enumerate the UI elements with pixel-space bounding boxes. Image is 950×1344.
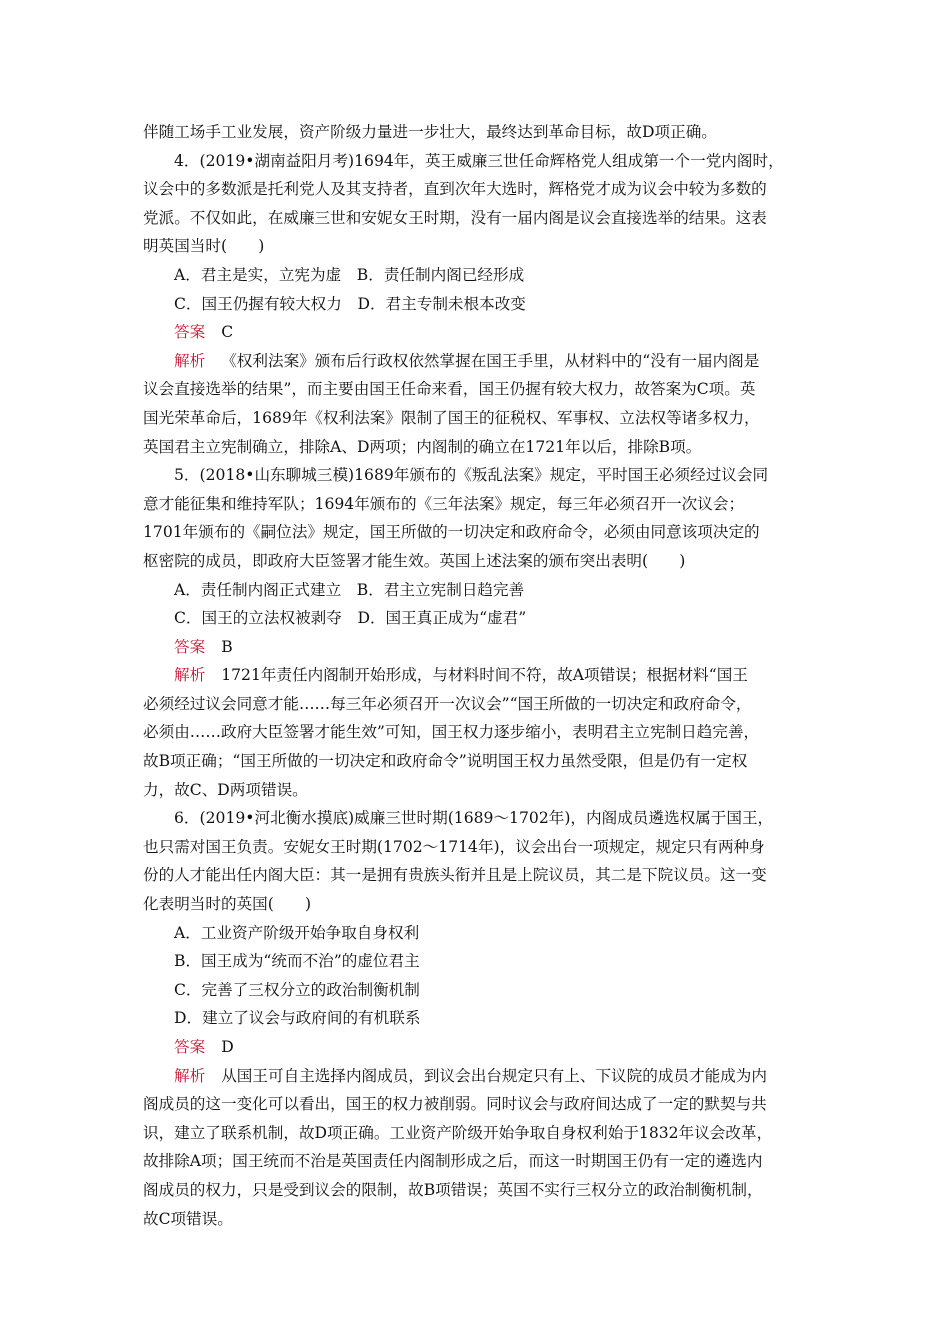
analysis-line: 国光荣革命后，1689年《权利法案》限制了国王的征税权、军事权、立法权等诸多权力， bbox=[143, 408, 760, 427]
option-line: A．责任制内阁正式建立 B．君主立宪制日趋完善 bbox=[174, 580, 525, 599]
analysis-line bbox=[143, 661, 811, 690]
analysis-line: 识，建立了联系机制，故D项正确。工业资产阶级开始争取自身权利始于1832年议会改革， bbox=[143, 1123, 773, 1142]
option-line: C．完善了三权分立的政治制衡机制 bbox=[174, 980, 420, 999]
analysis-line: 议会直接选举的结果”，而主要由国王任命来看，国王仍握有较大权力，故答案为C项。英 bbox=[143, 380, 756, 399]
question-stem-line: 议会中的多数派是托利党人及其支持者，直到次年大选时，辉格党才成为议会中较为多数的 bbox=[143, 180, 767, 199]
question-4 bbox=[143, 147, 811, 462]
question-stem-line: 1701年颁布的《嗣位法》规定，国王所做的一切决定和政府命令，必须由同意该项决定的 bbox=[143, 523, 760, 542]
intro-line: 伴随工场手工业发展，资产阶级力量进一步壮大，最终达到革命目标，故D项正确。 bbox=[143, 123, 717, 141]
question-stem-line: 意才能征集和维持军队；1694年颁布的《三年法案》规定，每三年必须召开一次议会； bbox=[143, 494, 745, 513]
analysis-label: 解析 bbox=[174, 351, 206, 370]
question-stem-line: 枢密院的成员，即政府大臣签署才能生效。英国上述法案的颁布突出表明( ) bbox=[143, 551, 686, 570]
analysis-line: 阁成员的权力，只是受到议会的限制，故B项错误；英国不实行三权分立的政治制衡机制， bbox=[143, 1180, 763, 1199]
answer-value: C bbox=[221, 323, 234, 342]
question-stem-line: 份的人才能出任内阁大臣：其一是拥有贵族头衔并且是上院议员，其二是下院议员。这一变 bbox=[143, 866, 767, 885]
option-line: C．国王仍握有较大权力 D．君主专制未根本改变 bbox=[174, 294, 526, 313]
answer-line bbox=[143, 1033, 811, 1062]
analysis-line: 故C项错误。 bbox=[143, 1209, 233, 1228]
analysis-text: 从国王可自主选择内阁成员，到议会出台规定只有上、下议院的成员才能成为内 bbox=[221, 1066, 767, 1085]
analysis-text: 1721年责任内阁制开始形成，与材料时间不符，故A项错误；根据材料“国王 bbox=[221, 666, 748, 685]
option-line: C．国王的立法权被剥夺 D．国王真正成为“虚君” bbox=[174, 609, 527, 628]
answer-label: 答案 bbox=[174, 637, 206, 656]
question-stem-line: 6．(2019•河北衡水摸底)威廉三世时期(1689～1702年)，内阁成员遴选权属于国王， bbox=[174, 809, 774, 828]
answer-label: 答案 bbox=[174, 1038, 206, 1056]
question-stem-line: 化表明当时的英国( ) bbox=[143, 895, 312, 914]
question-stem-line: 党派。不仅如此，在威廉三世和安妮女王时期，没有一届内阁是议会直接选举的结果。这表 bbox=[143, 208, 767, 227]
answer-line bbox=[143, 633, 811, 662]
answer-label: 答案 bbox=[174, 323, 206, 342]
question-stem-line: 也只需对国王负责。安妮女王时期(1702～1714年)，议会出台一项规定，规定只有两种身 bbox=[143, 837, 765, 856]
question-6 bbox=[143, 804, 811, 1233]
analysis-text: 《权利法案》颁布后行政权依然掌握在国王手里，从材料中的“没有一届内阁是 bbox=[221, 351, 760, 370]
analysis-label: 解析 bbox=[174, 666, 206, 685]
question-stem-line: 4．(2019•湖南益阳月考)1694年，英王威廉三世任命辉格党人组成第一个一党内阁时， bbox=[174, 151, 784, 170]
analysis-line: 力，故C、D两项错误。 bbox=[143, 780, 308, 799]
document-page bbox=[143, 118, 811, 1233]
option-line: A．工业资产阶级开始争取自身权利 bbox=[174, 923, 420, 942]
answer-value: D bbox=[221, 1038, 234, 1056]
analysis-line: 必须经过议会同意才能……每三年必须召开一次议会”“国王所做的一切决定和政府命令， bbox=[143, 694, 752, 713]
question-5 bbox=[143, 461, 811, 804]
option-line: B．国王成为“统而不治”的虚位君主 bbox=[174, 952, 420, 971]
analysis-label: 解析 bbox=[174, 1066, 206, 1085]
analysis-line: 故B项正确；“国王所做的一切决定和政府命令”说明国王权力虽然受限，但是仍有一定权 bbox=[143, 752, 748, 771]
option-line: A．君主是实，立宪为虚 B．责任制内阁已经形成 bbox=[174, 265, 525, 284]
analysis-line: 必须由……政府大臣签署才能生效”可知，国王权力逐步缩小，表明君主立宪制日趋完善， bbox=[143, 723, 760, 742]
question-stem-line: 明英国当时( ) bbox=[143, 237, 265, 256]
analysis-line: 故排除A项；国王统而不治是英国责任内阁制形成之后，而这一时期国王仍有一定的遴选内 bbox=[143, 1152, 763, 1171]
answer-value: B bbox=[221, 637, 233, 656]
option-line: D．建立了议会与政府间的有机联系 bbox=[174, 1009, 421, 1028]
analysis-line bbox=[143, 1062, 811, 1091]
question-stem-line: 5．(2018•山东聊城三模)1689年颁布的《叛乱法案》规定，平时国王必须经过议会同 bbox=[174, 466, 769, 485]
answer-line bbox=[143, 318, 811, 347]
analysis-line: 阁成员的这一变化可以看出，国王的权力被削弱。同时议会与政府间达成了一定的默契与共 bbox=[143, 1095, 767, 1114]
analysis-line: 英国君主立宪制确立，排除A、D两项；内阁制的确立在1721年以后，排除B项。 bbox=[143, 437, 702, 456]
analysis-line bbox=[143, 347, 811, 376]
